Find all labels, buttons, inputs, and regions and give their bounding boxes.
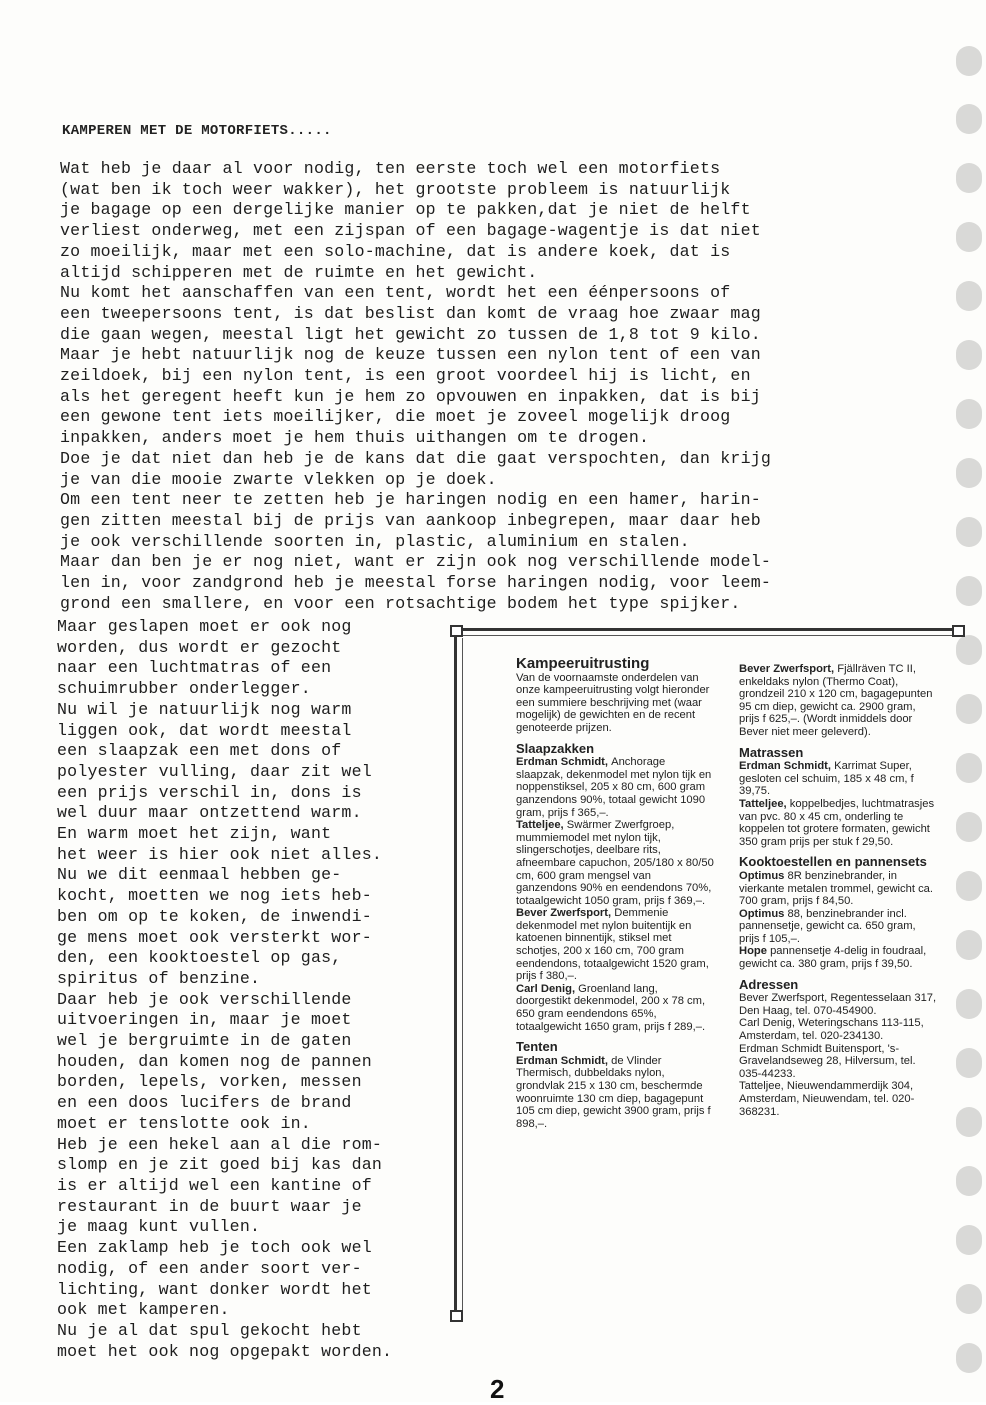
box-corner (952, 625, 965, 637)
entry-text: de Vlinder Thermisch, dubbeldaks nylon, grondvlak 215 x 130 cm, beschermde woonruimte 130 cm diep, bagagepunt 105 cm diep, gewicht 3900 gram, prijs f 898,–. (516, 1054, 711, 1130)
equipment-box (454, 628, 962, 1338)
box-entry (739, 908, 937, 946)
entry-brand: Carl Denig, (516, 982, 579, 995)
entry-text: Karrimat Super, gesloten cel schuim, 185 x 48 cm, f 39,75. (739, 760, 914, 798)
box-section-title: Slaapzakken (516, 740, 595, 756)
box-corner (450, 1310, 463, 1322)
entry-text: Tatteljee, Nieuwendammerdijk 304, Amsterdam, Nieuwendam, tel. 020-368231. (739, 1080, 915, 1118)
body-line: als het geregent heeft kun je hem zo opvouwen en inpakken, dat is bij (60, 386, 761, 406)
body-line: naar een luchtmatras of een (57, 658, 332, 678)
body-line: borden, lepels, vorken, messen (57, 1072, 362, 1092)
box-entry (516, 819, 714, 907)
box-rule (462, 638, 463, 1313)
entry-text: 8R benzinebrander, in vierkante metalen trommel, gewicht ca. 700 gram, prijs f 84,50. (739, 869, 933, 908)
entry-brand: Bever Zwerfsport, (739, 663, 838, 675)
body-line: een prijs verschil in, dons is (57, 782, 362, 802)
entry-text: pannensetje 4-delig in foudraal, gewicht ca. 380 gram, prijs f 39,50. (739, 945, 927, 971)
article-title: KAMPEREN MET DE MOTORFIETS..... (62, 123, 332, 139)
body-line: schuimrubber onderlegger. (57, 679, 311, 699)
box-section-title: Matrassen (739, 744, 804, 760)
box-entry (739, 992, 937, 1017)
article-body-column (57, 617, 392, 1362)
body-line: een gewone tent iets moeilijker, die moet je zoveel mogelijk droog (60, 407, 731, 427)
body-line: verliest onderweg, met een zijspan of een bagage-wagentje is dat niet (60, 221, 761, 241)
box-section-title: Kooktoestellen en pannensets (739, 854, 927, 870)
box-column-right (739, 663, 937, 1118)
box-heading: Kampeeruitrusting (516, 655, 650, 672)
article-body-full-width (60, 159, 771, 614)
body-line: Heb je een hekel aan al die rom- (57, 1134, 383, 1154)
body-line: Doe je dat niet dan heb je de kans dat die gaat verspochten, dan krijg (60, 448, 772, 468)
box-entry (739, 945, 937, 970)
body-line: ook met kamperen. (57, 1300, 230, 1320)
entry-brand: Erdman Schmidt, (516, 1054, 612, 1067)
body-line: een tweepersoons tent, is dat beslist dan komt de vraag hoe zwaar mag (60, 303, 761, 323)
box-column-left (516, 655, 714, 1130)
body-line: je ook verschillende soorten in, plastic, aluminium en stalen. (60, 531, 690, 551)
binder-hole (956, 163, 982, 193)
box-section-title: Tenten (516, 1039, 558, 1055)
entry-brand: Tatteljee, (739, 797, 790, 810)
body-line: worden, dus wordt er gezocht (57, 637, 342, 657)
body-line: altijd schipperen met de ruimte en het gewicht. (60, 262, 538, 282)
body-line: Nu we dit eenmaal hebben ge- (57, 865, 342, 885)
body-line: Nu komt het aanschaffen van een tent, wordt het een éénpersoons of (60, 283, 731, 303)
entry-text: Demmenie dekenmodel met nylon buitentijk en katoenen binnentijk, stiksel met schotjes, 200 x 160 cm, 700 gram eendendons, totaalgewicht 1520 gram, prijs f 380,–. (516, 907, 709, 983)
entry-text: Swärmer Zwerfgroep, mummiemodel met nylon tijk, slingerschotjes, deelbare rits, afneembare capuchon, 205/180 x 80/50 cm, 600 gram mengsel van ganzendons 90% en eendendons 70%, totaalgewicht 1050 gram, prijs f 369,–. (516, 819, 714, 907)
box-rule (454, 628, 457, 1318)
binder-hole (956, 399, 982, 429)
binder-hole (956, 517, 982, 547)
binder-hole (956, 340, 982, 370)
body-line: je maag kunt vullen. (57, 1217, 261, 1237)
body-line: inpakken, anders moet je hem thuis uithangen om te drogen. (60, 428, 650, 448)
entry-brand: Optimus (739, 869, 788, 882)
body-line: moet er tenslotte ook in. (57, 1113, 311, 1133)
box-entry (739, 798, 937, 848)
binder-hole (956, 281, 982, 311)
page-number: 2 (490, 1374, 505, 1404)
body-line: den, een kooktoestel op gas, (57, 948, 342, 968)
body-line: ben om op te koken, de inwendi- (57, 906, 372, 926)
body-line: je bagage op een dergelijke manier op te pakken,dat je niet de helft (60, 200, 751, 220)
body-line: spiritus of benzine. (57, 968, 261, 988)
body-line: Wat heb je daar al voor nodig, ten eerste toch wel een motorfiets (60, 159, 721, 178)
box-entry (516, 756, 714, 819)
binder-hole (956, 458, 982, 488)
box-rule (454, 628, 962, 631)
entry-text: Erdman Schmidt Buitensport, 's-Gravelandseweg 28, Hilversum, tel. 035-44233. (739, 1042, 916, 1080)
box-entry (739, 870, 937, 908)
body-line: Om een tent neer te zetten heb je haringen nodig en een hamer, harin- (60, 490, 761, 510)
binder-hole (956, 222, 982, 252)
entry-brand: Bever Zwerfsport, (516, 907, 615, 920)
body-line: Maar geslapen moet er ook nog (57, 617, 352, 636)
body-line: grond een smallere, en voor een rotsachtige bodem het type spijker. (60, 593, 741, 613)
body-line: (wat ben ik toch weer wakker), het grootste probleem is natuurlijk (60, 179, 731, 199)
body-line: wel duur maar ontzettend warm. (57, 803, 362, 823)
entry-text: koppelbedjes, luchtmatrasjes van pvc. 80 x 45 cm, onderling te koppelen tot grotere formaten, gewicht 350 gram prijs per stuk f 29,50. (739, 797, 935, 848)
binder-hole (956, 1343, 982, 1373)
entry-brand: Tatteljee, (516, 819, 567, 832)
entry-brand: Erdman Schmidt, (739, 760, 835, 773)
box-entry (739, 760, 937, 798)
body-line: houden, dan komen nog de pannen (57, 1051, 372, 1071)
body-line: het weer is hier ook niet alles. (57, 844, 383, 864)
body-line: Maar dan ben je er nog niet, want er zijn ook nog verschillende model- (60, 552, 772, 572)
box-entry (516, 983, 714, 1033)
entry-text: Groenland lang, doorgestikt dekenmodel, 200 x 78 cm, 650 gram eendendons 65%, totaalgewicht 1650 gram, prijs f 289,–. (516, 982, 706, 1033)
entry-text: Carl Denig, Weteringschans 113-115, Amsterdam, tel. 020-234130. (739, 1017, 924, 1043)
box-rule (454, 635, 962, 636)
box-corner (450, 625, 463, 637)
entry-brand: Erdman Schmidt, (516, 756, 612, 769)
box-section-title: Adressen (739, 976, 799, 992)
body-line: zeildoek, bij een nylon tent, is een groot voordeel hij is licht, en (60, 366, 751, 386)
body-line: kocht, moetten we nog iets heb- (57, 886, 372, 906)
body-line: en een doos lucifers de brand (57, 1093, 352, 1113)
entry-brand: Hope (739, 945, 771, 958)
body-line: Nu je al dat spul gekocht hebt (57, 1320, 362, 1340)
box-intro: Van de voornaamste onderdelen van onze kampeeruitrusting volgt hieronder een summiere beschrijving met (waar mogelijk) de gewichten en de recent genoteerde prijzen. (516, 671, 710, 734)
box-entry (739, 663, 937, 739)
body-line: wel je bergruimte in de gaten (57, 1031, 352, 1051)
entry-text: Bever Zwerfsport, Regentesselaan 317, Den Haag, tel. 070-454900. (739, 992, 937, 1017)
body-line: polyester vulling, daar zit wel (57, 761, 372, 781)
box-entry (739, 1017, 937, 1042)
binder-hole (956, 104, 982, 134)
body-line: Daar heb je ook verschillende (57, 989, 352, 1009)
body-line: een slaapzak een met dons of (57, 741, 342, 761)
body-line: Nu wil je natuurlijk nog warm (57, 699, 352, 719)
body-line: moet het ook nog opgepakt worden. (57, 1341, 393, 1361)
body-line: Maar je hebt natuurlijk nog de keuze tussen een nylon tent of een van (60, 345, 761, 365)
box-entry (739, 1080, 937, 1118)
entry-text: Anchorage slaapzak, dekenmodel met nylon tijk en noppenstiksel, 205 x 80 cm, 600 gram ganzendons 90%, totaal gewicht 1090 gram, prijs f 365,–. (516, 756, 712, 819)
body-line: slomp en je zit goed bij kas dan (57, 1155, 383, 1175)
body-line: je van die mooie zwarte vlekken op je doek. (60, 469, 497, 489)
body-line: restaurant in de buurt waar je (57, 1196, 362, 1216)
body-line: liggen ook, dat wordt meestal (57, 720, 352, 740)
binder-hole (956, 576, 982, 606)
box-entry (739, 1043, 937, 1081)
binder-hole (956, 46, 982, 76)
body-line: Een zaklamp heb je toch ook wel (57, 1238, 372, 1258)
entry-text: Fjällräven TC II, enkeldaks nylon (Thermo Coat), grondzeil 210 x 120 cm, bagagepunten 95 cm diep, gewicht ca. 2900 gram, prijs f 625,–. (Wordt inmiddels door Bever niet meer geleverd). (739, 663, 933, 738)
body-line: zo moeilijk, maar met een solo-machine, dat is andere koek, dat is (60, 241, 731, 261)
entry-brand: Optimus (739, 907, 788, 920)
body-line: gen zitten meestal bij de prijs van aankoop inbegrepen, maar daar heb (60, 510, 761, 530)
body-line: ge mens moet ook versterkt wor- (57, 927, 372, 947)
body-line: uitvoeringen in, maar je moet (57, 1010, 352, 1030)
box-entry (516, 907, 714, 983)
entry-text: 88, benzinebrander incl. pannensetje, gewicht ca. 650 gram, prijs f 105,–. (739, 907, 916, 945)
body-line: is er altijd wel een kantine of (57, 1175, 372, 1195)
box-entry (516, 1055, 714, 1131)
body-line: nodig, of een ander soort ver- (57, 1258, 362, 1278)
body-line: En warm moet het zijn, want (57, 824, 332, 844)
body-line: die gaan wegen, meestal ligt het gewicht zo tussen de 1,8 tot 9 kilo. (60, 324, 761, 344)
body-line: lichting, want donker wordt het (57, 1279, 372, 1299)
body-line: len in, voor zandgrond heb je meestal forse haringen nodig, voor leem- (60, 573, 772, 593)
